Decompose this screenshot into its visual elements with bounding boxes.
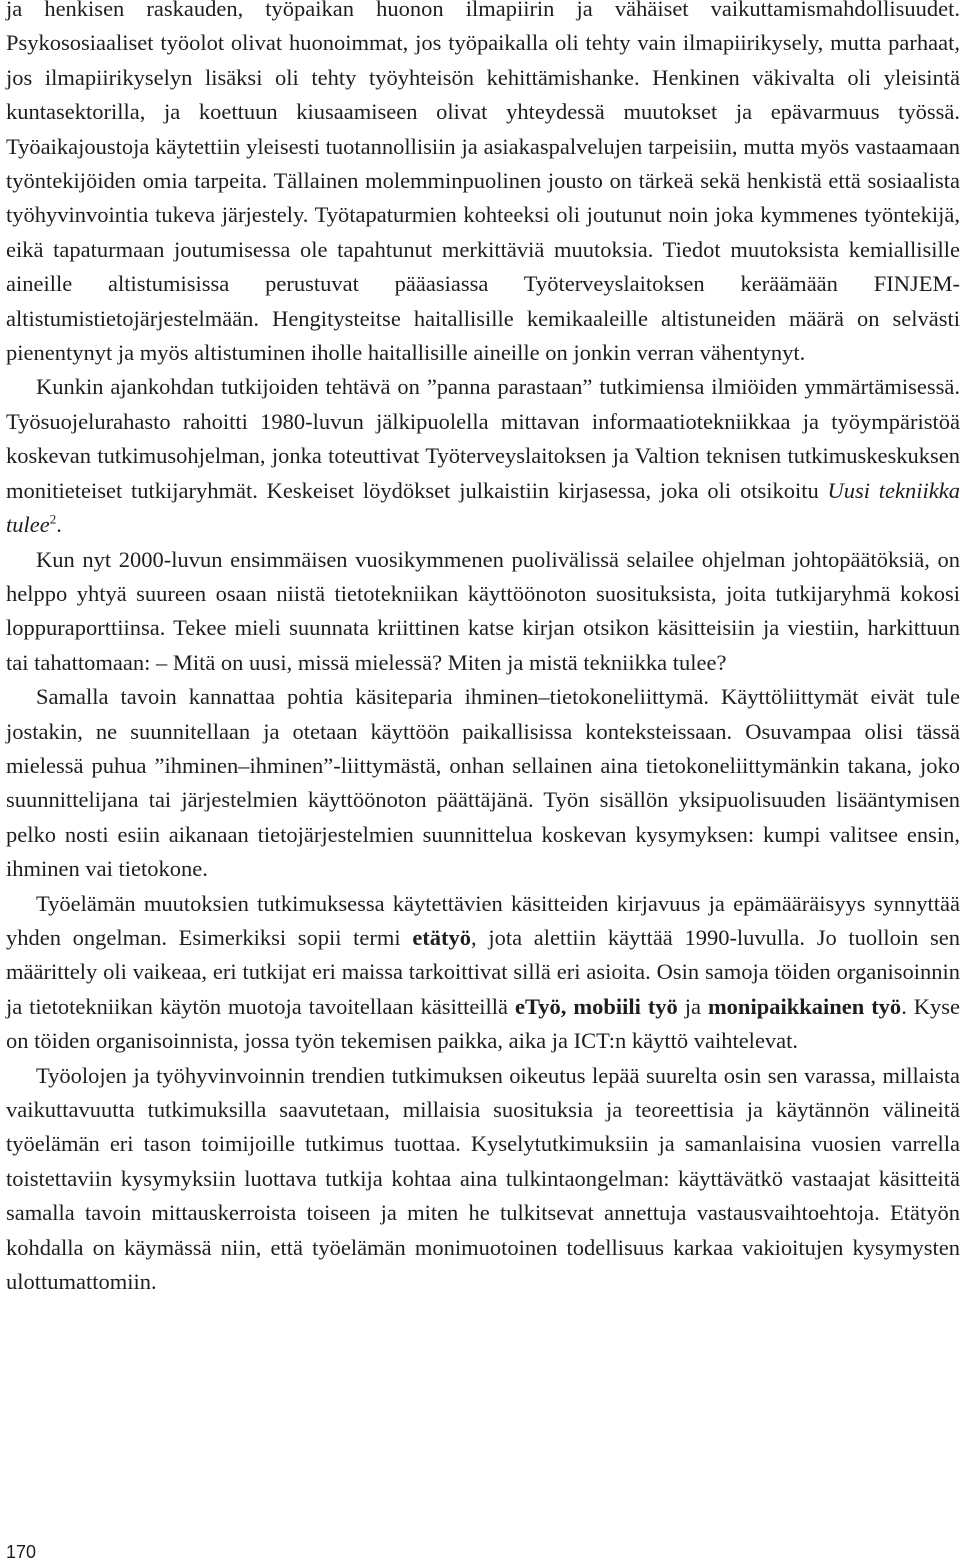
paragraph-1 xyxy=(6,0,960,370)
paragraph-3-text: Kun nyt 2000-luvun ensimmäisen vuosikymmenen puolivälissä selailee ohjelman johtopäätöksiä, on helppo yhtyä suureen osaan niistä tietotekniikan käyttöönoton suosituksista, joita tutkijaryhmä kokosi loppuraporttiinsa. Tekee mieli suunnata kriittinen katse kirjan otsikon käsitteisiin ja viestiin, harkittuun tai tahattomaan: – Mitä on uusi, missä mielessä? Miten ja mistä tekniikka tulee? xyxy=(6,546,960,675)
paragraph-2-end: . xyxy=(56,512,62,538)
paragraph-6 xyxy=(6,1059,960,1300)
paragraph-2-text: Kunkin ajankohdan tutkijoiden tehtävä on ”panna parastaan” tutkimiensa ilmiöiden ymmärtämisessä. Työsuojelurahasto rahoitti 1980-luvun jälkipuolella mittavan informaatiotekniikkaa ja työympäristöä koskevan tutkimusohjelman, jonka toteuttivat Työterveyslaitoksen ja Valtion teknisen tutkimuskeskuksen monitieteiset tutkijaryhmät. Keskeiset löydökset julkaistiin kirjasessa, joka oli otsikoitu xyxy=(6,374,960,503)
paragraph-5-text-2: , jota alettiin käyttää 1990-luvulla. Jo tuolloin sen määrittely oli vaikeaa, eri tutkijat eri maissa tarkoittivat sillä eri asioita. Osin samoja töiden organisoinnin ja tietotekniikan käytön muotoja tavoitellaan käsitteillä xyxy=(6,924,960,1019)
term-etatyo: etätyö xyxy=(412,924,472,950)
paragraph-3 xyxy=(6,543,960,681)
paragraph-4 xyxy=(6,680,960,886)
term-monipaikkainen: monipaikkainen työ xyxy=(707,993,902,1019)
term-etyo-mobiili: eTyö, mobiili työ xyxy=(514,993,678,1019)
paragraph-5-text-3: ja xyxy=(677,993,708,1019)
paragraph-2 xyxy=(6,370,960,542)
paragraph-5-text-4: . Kyse on töiden organisoinnista, jossa työn tekemisen paikka, aika ja ICT:n käyttö vaihtelevat. xyxy=(6,993,960,1054)
paragraph-5 xyxy=(6,887,960,1059)
paragraph-6-text: Työolojen ja työhyvinvoinnin trendien tutkimuksen oikeutus lepää suurelta osin sen varassa, millaista vaikuttavuutta tutkimuksilla saavutetaan, millaisia suosituksia ja teoreettisia ja käytännön välineitä työelämän eri tason toimijoille tutkimus tuottaa. Kyselytutkimuksiin ja samanlaisina vuosien varrella toistettaviin kysymyksiin luottava tutkija kohtaa aina tulkintaongelman: käyttävätkö vastaajat käsitteitä samalla tavoin mittauskerroista toiseen ja miten he tulkitsevat annettuja vastausvaihtoehtoja. Etätyön kohdalla on käymässä niin, että työelämän monimuotoinen todellisuus karkaa vakioitujen kysymysten ulottumattomiin. xyxy=(6,1062,960,1295)
paragraph-1-text: ja henkisen raskauden, työpaikan huonon ilmapiirin ja vähäiset vaikuttamismahdollisuudet. Psykososiaaliset työolot olivat huonoimmat, jos työpaikalla oli tehty vain ilmapiirikysely, mutta parhaat, jos ilmapiirikyselyn lisäksi oli tehty työyhteisön kehittämishanke. Henkinen väkivalta oli yleisintä kuntasektorilla, ja koettuun kiusaamiseen olivat yhteydessä muutokset ja epävarmuus työssä. Työaikajoustoja käytettiin yleisesti tuotannollisiin ja asiakaspalvelujen tarpeisiin, mutta myös vastaamaan työntekijöiden omia tarpeita. Tällainen molemminpuolinen jousto on tärkeä sekä henkistä että sosiaalista työhyvinvointia tukeva järjestely. Työtapaturmien kohteeksi oli joutunut noin joka kymmenes työntekijä, eikä tapaturmaan joutumisessa ole tapahtunut merkittäviä muutoksia. Tiedot muutoksista kemiallisille aineille altistumisissa perustuvat pääasiassa Työterveyslaitoksen keräämään FINJEM-altistumistietojärjestelmään. Hengitysteitse haitallisille kemikaaleille altistuneiden määrä on selvästi pienentynyt ja myös altistuminen iholle haitallisille aineille on jonkin verran vähentynyt. xyxy=(6,0,960,366)
book-title: Uusi tekniikka tulee xyxy=(6,477,960,538)
body-text xyxy=(6,0,960,1299)
footnote-mark: 2 xyxy=(49,511,57,527)
page-number: 170 xyxy=(6,1542,37,1562)
paragraph-5-text-1: Työelämän muutoksien tutkimuksessa käytettävien käsitteiden kirjavuus ja epämääräisyys synnyttää yhden ongelman. Esimerkiksi sopii termi xyxy=(6,890,960,950)
paragraph-4-text: Samalla tavoin kannattaa pohtia käsiteparia ihminen–tietokoneliittymä. Käyttöliittymät eivät tule jostakin, ne suunnitellaan ja otetaan käyttöön paikallisissa konteksteissaan. Osuvampaa olisi tässä mielessä puhua ”ihminen–ihminen”-liittymästä, onhan sellainen aina tietokoneliittymänkin takana, joko suunnittelijana tai järjestelmien käyttöönoton päättäjänä. Työn sisällön yksipuolisuuden lisääntymisen pelko nosti esiin aikanaan tietojärjestelmien suunnittelua koskevan kysymyksen: kumpi valitsee ensin, ihminen vai tietokone. xyxy=(6,684,960,882)
